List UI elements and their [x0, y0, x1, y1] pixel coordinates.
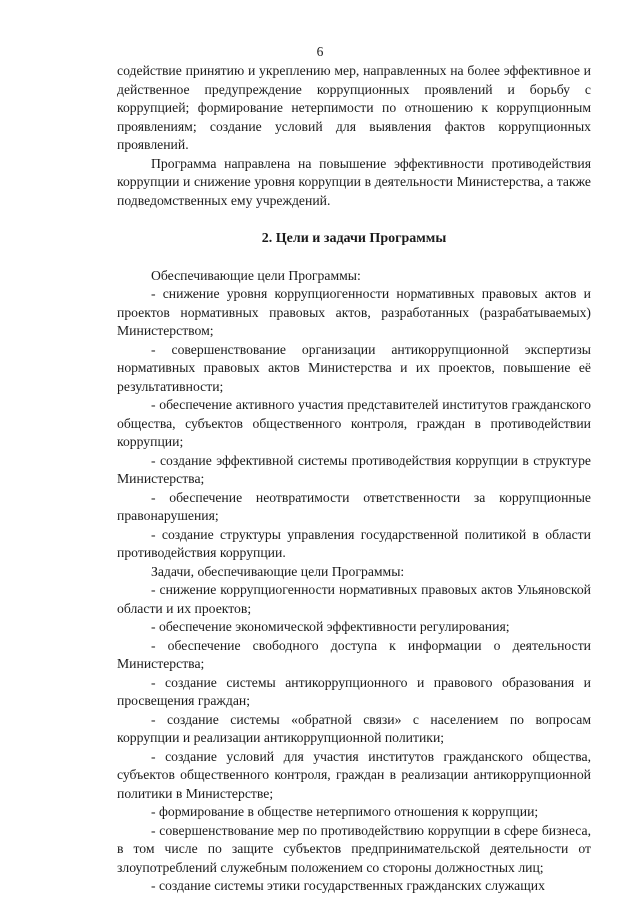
goal-item-4: - создание эффективной системы противодействия коррупции в структуре Министерства;: [117, 452, 591, 486]
page-number: 6: [316, 44, 324, 59]
task-item-6: - создание условий для участия институтов гражданского общества, субъектов общественного контроля, граждан в реализации антикоррупционной политики в Министерстве;: [117, 748, 591, 801]
intro-paragraph-2: Программа направлена на повышение эффективности противодействия коррупции и снижение уровня коррупции в деятельности Министерства, а также подведомственных ему учреждений.: [117, 155, 591, 208]
goal-item-1: - снижение уровня коррупциогенности нормативных правовых актов и проектов нормативных правовых актов, разработанных (разрабатываемых) Министерством;: [117, 286, 591, 338]
goal-item-5: - обеспечение неотвратимости ответственности за коррупционные правонарушения;: [117, 489, 591, 523]
task-item-8: - совершенствование мер по противодействию коррупции в сфере бизнеса, в том числе по защите субъектов предпринимательской деятельности от злоупотреблений служебным положением со стороны должностных лиц;: [117, 822, 591, 875]
task-item-3: - обеспечение свободного доступа к информации о деятельности Министерства;: [117, 637, 591, 671]
task-item-2: - обеспечение экономической эффективности регулирования;: [151, 619, 510, 634]
tasks-intro: Задачи, обеспечивающие цели Программы:: [151, 563, 405, 579]
document-body: [117, 62, 591, 896]
task-item-1: - снижение коррупциогенности нормативных правовых актов Ульяновской области и их проектов;: [117, 582, 591, 616]
goal-item-6: - создание структуры управления государственной политикой в области противодействия коррупции.: [117, 526, 591, 560]
section-heading: 2. Цели и задачи Программы: [261, 231, 447, 246]
task-item-5: - создание системы «обратной связи» с населением по вопросам коррупции и реализации антикоррупционной политики;: [117, 711, 591, 745]
task-item-4: - создание системы антикоррупционного и правового образования и просвещения граждан;: [117, 674, 591, 708]
intro-paragraph-1: содействие принятию и укреплению мер, направленных на более эффективное и действенное предупреждение коррупционных проявлений и борьбу с коррупцией; формирование нетерпимости по отношению к коррупционным проявлениям; создание условий для выявления фактов коррупционных проявлений.: [117, 63, 591, 152]
task-item-7: - формирование в обществе нетерпимого отношения к коррупции;: [151, 804, 539, 819]
goal-item-3: - обеспечение активного участия представителей институтов гражданского общества, субъектов общественного контроля, граждан в противодействии коррупции;: [117, 397, 591, 449]
goals-intro: Обеспечивающие цели Программы:: [151, 267, 361, 283]
goal-item-2: - совершенствование организации антикоррупционной экспертизы нормативных правовых актов Министерства и их проектов, повышение её результативности;: [117, 341, 591, 394]
task-item-9: - создание системы этики государственных гражданских служащих: [151, 878, 545, 893]
